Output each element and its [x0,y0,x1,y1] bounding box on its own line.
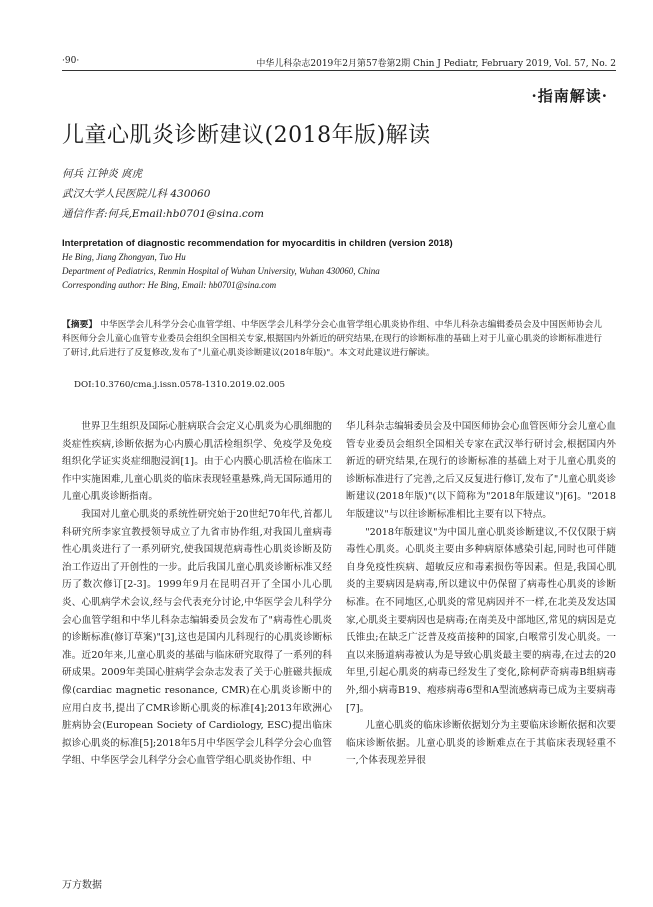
paragraph: "2018年版建议"为中国儿童心肌炎诊断建议,不仅仅限于病毒性心肌炎。心肌炎主要由多种病原体感染引起,同时也可伴随自身免疫性疾病、超敏反应和毒素损伤等因素。但是,我国心肌炎的主要病因是病毒,所以建议中仍保留了病毒性心肌炎的诊断标准。在不同地区,心肌炎的常见病因并不一样,在北美及发达国家,心肌炎主要病因也是病毒;在南美及中部地区,常见的病因是克氏锥虫;在缺乏广泛普及疫苗接种的国家,白喉常引发心肌炎。一直以来肠道病毒被认为是导致心肌炎最主要的病毒,在过去的20年里,引起心肌炎的病毒已经发生了变化,除柯萨奇病毒B组病毒外,细小病毒B19、疱疹病毒6型和A型流感病毒已成为主要病毒[7]。 [346,526,616,714]
english-authors: He Bing, Jiang Zhongyan, Tuo Hu [62,252,186,262]
doi: DOI:10.3760/cma.j.issn.0578-1310.2019.02.005 [74,380,286,390]
authors-cn: 何兵 江钟炎 庹虎 [62,168,143,180]
paragraph: 世界卫生组织及国际心脏病联合会定义心肌炎为心肌细胞的炎症性疾病,诊断依据为心内膜心肌活检组织学、免疫学及免疫组织化学证实炎症细胞浸润[1]。由于心内膜心肌活检在临床工作中实施困难,儿童心肌炎的临床表现轻重悬殊,尚无国际通用的儿童心肌炎诊断指南。 [62,421,332,503]
paragraph: 儿童心肌炎的临床诊断依据划分为主要临床诊断依据和次要临床诊断依据。儿童心肌炎的诊断难点在于其临床表现轻重不一,个体表现差异很 [346,720,616,767]
footer-watermark: 万方数据 [62,880,102,891]
english-title: Interpretation of diagnostic recommendation for myocarditis in children (version 2018) [62,238,453,249]
body-column-left [62,418,332,770]
english-corresponding: Corresponding author: He Bing, Email: hb0701@sina.com [62,280,277,290]
running-header [62,56,616,71]
body-column-right [346,418,616,770]
journal-citation: 中华儿科杂志2019年2月第57卷第2期 Chin J Pediatr, February 2019, Vol. 57, No. 2 [256,59,616,69]
abstract-text: 中华医学会儿科学分会心血管学组、中华医学会儿科学分会心血管学组心肌炎协作组、中华儿科杂志编辑委员会及中国医师协会儿科医师分会儿童心血管专业委员会组织全国相关专家,根据国内外新近的研究结果,在现行的诊断标准的基础上对于儿童心肌炎的诊断标准进行了研讨,此后进行了反复修改,发布了"儿童心肌炎诊断建议(2018年版)"。本文对此建议进行解读。 [62,320,603,359]
article-title: 儿童心肌炎诊断建议(2018年版)解读 [62,123,431,148]
paragraph: 我国对儿童心肌炎的系统性研究始于20世纪70年代,首都儿科研究所李家宜教授领导成立了九省市协作组,对我国儿童病毒性心肌炎进行了一系列研究,使我国规范病毒性心肌炎诊断及防治工作迈出了开创性的一步。此后我国儿童心肌炎诊断标准又经历了数次修订[2-3]。1999年9月在昆明召开了全国小儿心肌炎、心肌病学术会议,经与会代表充分讨论,中华医学会儿科学分会心血管学组和中华儿科杂志编辑委员会发布了"病毒性心肌炎的诊断标准(修订草案)"[3],这也是国内儿科现行的心肌炎诊断标准。近20年来,儿童心肌炎的基础与临床研究取得了一系列的科研成果。2009年美国心脏病学会杂志发表了关于心脏磁共振成像(cardiac magnetic resonance, CMR)在心肌炎诊断中的应用白皮书,提出了CMR诊断心肌炎的标准[4];2013年欧洲心脏病协会(European Society of Cardiology, ESC)提出临床拟诊心肌炎的标准[5];2018年5月中华医学会儿科学分会心血管学组、中华医学会儿科学分会心血管学组心肌炎协作组、中 [62,508,332,767]
page-number: ·90· [62,56,80,66]
affiliation-cn: 武汉大学人民医院儿科 430060 [62,188,211,200]
paragraph: 华儿科杂志编辑委员会及中国医师协会心血管医师分会儿童心血管专业委员会组织全国相关专家在武汉举行研讨会,根据国内外新近的研究结果,在现行的诊断标准的基础上对于儿童心肌炎的诊断标准进行了完善,之后又反复进行修订,发布了"儿童心肌炎诊断建议(2018年版)"(以下简称为"2018年版建议")[6]。"2018年版建议"与以往诊断标准相比主要有以下特点。 [346,421,616,520]
abstract-label: 【摘要】 [62,320,98,330]
section-label: ·指南解读· [531,87,608,105]
abstract [62,318,602,361]
english-affiliation: Department of Pediatrics, Renmin Hospital of Wuhan University, Wuhan 430060, China [62,266,380,276]
corresponding-cn: 通信作者:何兵,Email:hb0701@sina.com [62,208,264,220]
